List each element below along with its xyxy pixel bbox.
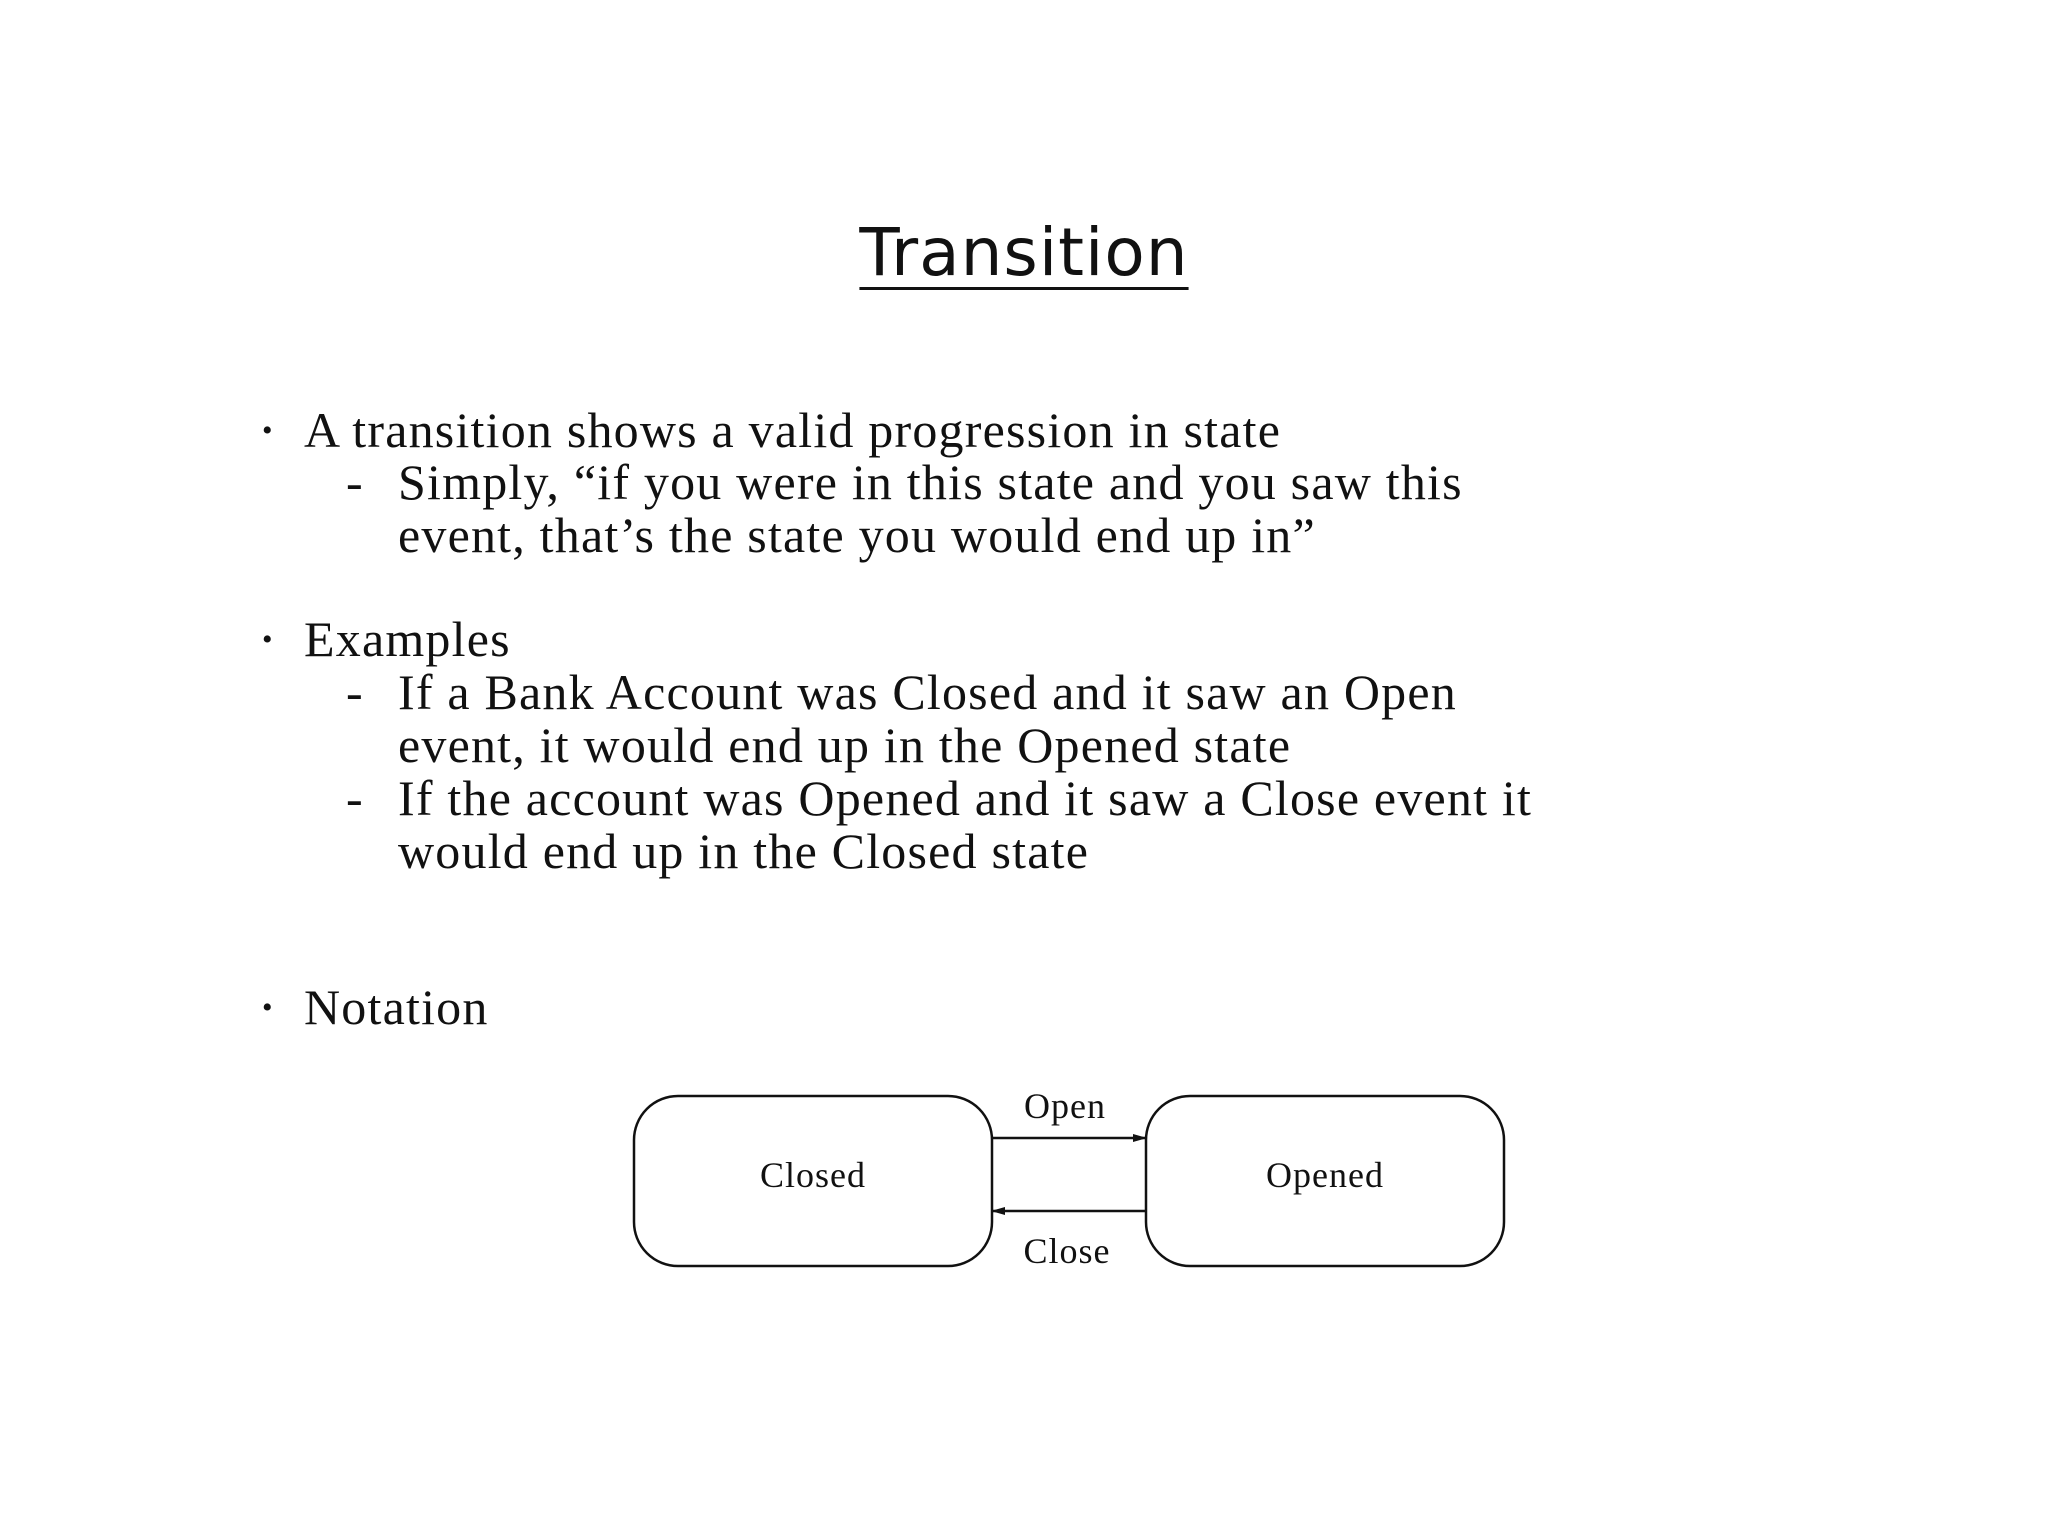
state-closed: [634, 1096, 992, 1266]
bullet-text: Examples: [304, 611, 511, 667]
bullet-icon: •: [262, 414, 274, 447]
bullet-text: A transition shows a valid progression in state: [304, 402, 1282, 458]
bullet-icon: •: [262, 623, 274, 656]
transition-close-label: Close: [1023, 1231, 1111, 1271]
sub-text-line: event, that’s the state you would end up in”: [398, 507, 1316, 563]
state-closed-label: Closed: [759, 1155, 867, 1195]
dash-icon: -: [346, 664, 364, 720]
sub-text-line: If a Bank Account was Closed and it saw an Open: [398, 664, 1457, 720]
state-opened: [1146, 1096, 1504, 1266]
sub-text-line: If the account was Opened and it saw a Close event it: [398, 770, 1533, 826]
transition-close: [992, 1211, 1146, 1271]
slide-title: [0, 214, 2048, 291]
bullet-icon: •: [262, 991, 274, 1024]
dash-icon: -: [346, 454, 364, 510]
transition-open-label: Open: [1024, 1086, 1106, 1126]
title-text: Transition: [859, 214, 1189, 291]
sub-text-line: Simply, “if you were in this state and you saw this: [398, 454, 1463, 510]
transition-open: [992, 1086, 1146, 1138]
state-opened-label: Opened: [1266, 1155, 1384, 1195]
state-diagram: [620, 1080, 1520, 1300]
sub-text-line: event, it would end up in the Opened state: [398, 717, 1292, 773]
dash-icon: -: [346, 770, 364, 826]
sub-text-line: would end up in the Closed state: [398, 823, 1090, 879]
bullet-text: Notation: [304, 979, 489, 1035]
